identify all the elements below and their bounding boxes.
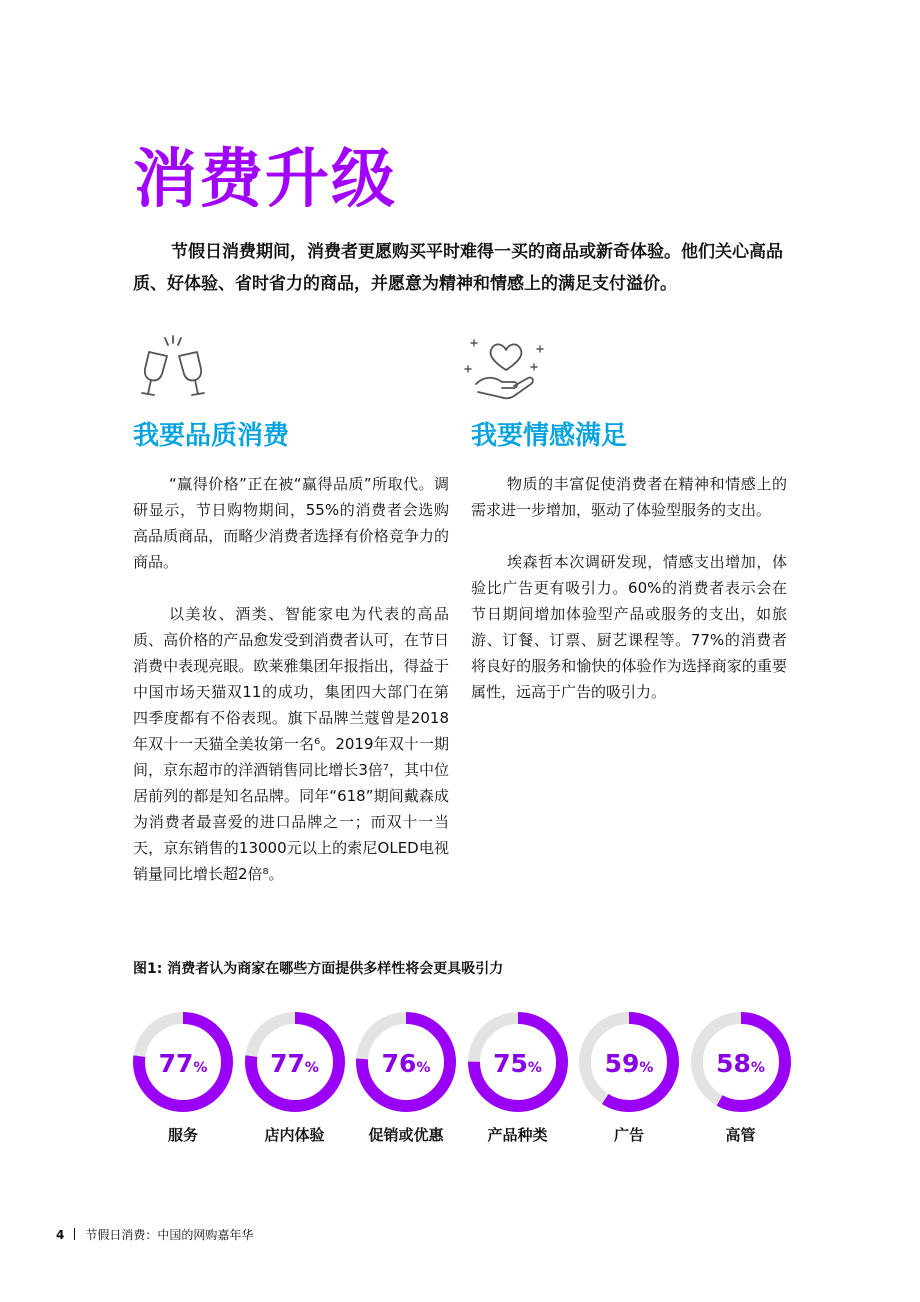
ring-value-number: 59 bbox=[604, 1049, 640, 1078]
left-paragraph-1: “赢得价格”正在被“赢得品质”所取代。调研显示，节日购物期间，55%的消费者会选购高品质商品，而略少消费者选择有价格竞争力的商品。 bbox=[133, 475, 449, 571]
ring-category-label: 促销或优惠 bbox=[368, 1126, 444, 1144]
ring-value-unit: % bbox=[527, 1060, 542, 1076]
ring-category-label: 服务 bbox=[167, 1126, 198, 1144]
right-paragraph-1: 物质的丰富促使消费者在精神和情感上的需求进一步增加，驱动了体验型服务的支出。 bbox=[471, 475, 787, 519]
heart-in-hand-icon bbox=[462, 334, 550, 406]
ring-value-number: 58 bbox=[716, 1049, 751, 1078]
ring-item bbox=[463, 1012, 573, 1152]
ring-category-label: 产品种类 bbox=[487, 1126, 548, 1144]
ring-value-number: 77 bbox=[270, 1049, 305, 1078]
page-title: 消费升级 bbox=[133, 143, 397, 217]
footer bbox=[56, 1227, 253, 1243]
champagne-glasses-icon bbox=[135, 332, 213, 402]
ring-category-label: 高管 bbox=[725, 1126, 756, 1144]
ring-value-number: 76 bbox=[381, 1049, 417, 1078]
page-number: 4 bbox=[56, 1228, 65, 1242]
ring-value-label bbox=[351, 1049, 461, 1083]
ring-value-label bbox=[240, 1049, 350, 1083]
ring-value-number: 75 bbox=[493, 1049, 528, 1078]
left-column-body bbox=[133, 471, 449, 913]
footer-title: 节假日消费：中国的网购嘉年华 bbox=[85, 1228, 254, 1242]
ring-category-label: 店内体验 bbox=[264, 1126, 325, 1144]
ring-value-number: 77 bbox=[158, 1049, 194, 1078]
figure-title: 图1: 消费者认为商家在哪些方面提供多样性将会更具吸引力 bbox=[133, 961, 504, 977]
ring-value-label bbox=[686, 1049, 796, 1083]
ring-item bbox=[574, 1012, 684, 1152]
ring-value-label bbox=[463, 1049, 573, 1083]
ring-value-label bbox=[128, 1049, 238, 1083]
right-column-heading: 我要情感满足 bbox=[471, 421, 628, 451]
right-paragraph-2: 埃森哲本次调研发现，情感支出增加，体验比广告更有吸引力。60%的消费者表示会在节日期间增加体验型产品或服务的支出，如旅游、订餐、订票、厨艺课程等。77%的消费者将良好的服务和愉快的体验作为选择商家的重要属性，远高于广告的吸引力。 bbox=[471, 553, 787, 701]
ring-category-label: 广告 bbox=[613, 1126, 644, 1144]
ring-value-unit: % bbox=[639, 1060, 654, 1076]
ring-value-unit: % bbox=[750, 1060, 765, 1076]
left-paragraph-2: 以美妆、酒类、智能家电为代表的高品质、高价格的产品愈发受到消费者认可，在节日消费中表现亮眼。欧莱雅集团年报指出，得益于中国市场天猫双11的成功，集团四大部门在第四季度都有不俗表现。旗下品牌兰蔻曾是2018年双十一天猫全美妆第一名⁶。2019年双十一期间，京东超市的洋酒销售同比增长3倍⁷，其中位居前列的都是知名品牌。同年“618”期间戴森成为消费者最喜爱的进口品牌之一；而双十一当天，京东销售的13000元以上的索尼OLED电视销量同比增长超2倍⁸。 bbox=[133, 605, 449, 883]
ring-value-label bbox=[574, 1049, 684, 1083]
ring-value-unit: % bbox=[193, 1060, 208, 1076]
right-column-body bbox=[471, 471, 787, 731]
left-column-heading: 我要品质消费 bbox=[133, 421, 290, 451]
ring-value-unit: % bbox=[416, 1060, 431, 1076]
ring-item bbox=[240, 1012, 350, 1152]
ring-value-unit: % bbox=[304, 1060, 319, 1076]
footer-divider bbox=[74, 1228, 75, 1240]
ring-item bbox=[686, 1012, 796, 1152]
intro-paragraph: 节假日消费期间，消费者更愿购买平时难得一买的商品或新奇体验。他们关心高品质、好体验、省时省力的商品，并愿意为精神和情感上的满足支付溢价。 bbox=[133, 242, 783, 294]
ring-item bbox=[351, 1012, 461, 1152]
ring-item bbox=[128, 1012, 238, 1152]
